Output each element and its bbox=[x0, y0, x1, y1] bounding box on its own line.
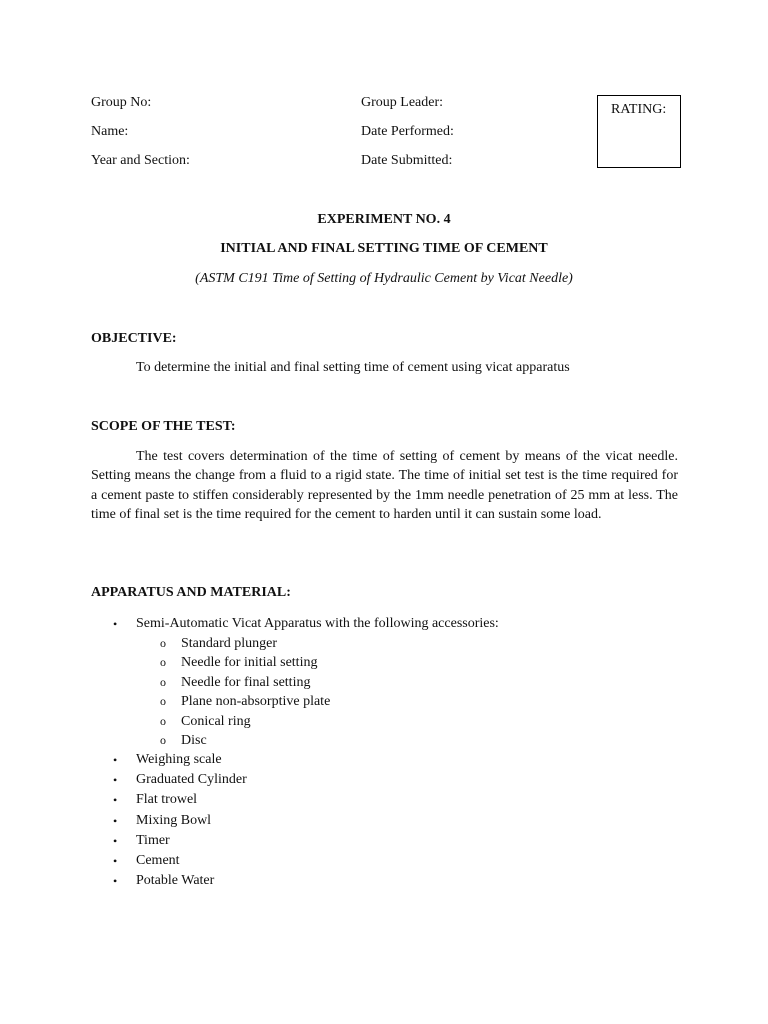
bullet-icon: • bbox=[113, 617, 118, 631]
list-item bbox=[113, 790, 247, 810]
bullet-icon: • bbox=[113, 874, 118, 889]
objective-heading: OBJECTIVE: bbox=[91, 331, 177, 346]
bullet-icon: • bbox=[113, 853, 118, 868]
list-item bbox=[113, 851, 247, 871]
sublist-item-label: Standard plunger bbox=[181, 636, 278, 651]
circle-bullet-icon: o bbox=[160, 636, 166, 650]
bullet-icon: • bbox=[113, 833, 118, 848]
apparatus-heading: APPARATUS AND MATERIAL: bbox=[91, 585, 291, 600]
sublist-item bbox=[160, 653, 330, 672]
bullet-icon: • bbox=[113, 773, 118, 788]
rating-box bbox=[597, 95, 681, 168]
apparatus-list bbox=[113, 750, 247, 891]
circle-bullet-icon: o bbox=[160, 655, 166, 670]
name-label: Name: bbox=[91, 124, 129, 139]
sublist-item bbox=[160, 634, 330, 653]
group-leader-label: Group Leader: bbox=[361, 95, 444, 110]
circle-bullet-icon: o bbox=[160, 674, 166, 689]
bullet-icon: • bbox=[113, 813, 118, 828]
list-item-label: Mixing Bowl bbox=[136, 812, 212, 828]
experiment-number: EXPERIMENT NO. 4 bbox=[317, 212, 451, 227]
sublist-item bbox=[160, 692, 331, 711]
list-item-label: Graduated Cylinder bbox=[136, 772, 247, 788]
accessories-sublist bbox=[160, 634, 331, 750]
list-item bbox=[113, 614, 499, 634]
page-title: INITIAL AND FINAL SETTING TIME OF CEMENT bbox=[220, 241, 548, 256]
circle-bullet-icon: o bbox=[160, 694, 166, 709]
list-item-label: Timer bbox=[136, 832, 170, 848]
list-item-label: Semi-Automatic Vicat Apparatus with the following accessories: bbox=[136, 616, 499, 631]
scope-heading: SCOPE OF THE TEST: bbox=[91, 419, 236, 434]
sublist-item-label: Needle for initial setting bbox=[181, 655, 318, 671]
year-section-label: Year and Section: bbox=[91, 153, 190, 168]
sublist-item bbox=[160, 673, 330, 692]
list-item bbox=[113, 770, 247, 790]
sublist-item-label: Plane non-absorptive plate bbox=[181, 694, 331, 710]
group-no-label: Group No: bbox=[91, 95, 152, 110]
circle-bullet-icon: o bbox=[160, 732, 166, 747]
list-item-label: Potable Water bbox=[136, 873, 215, 889]
sublist-item bbox=[160, 712, 330, 731]
rating-label: RATING: bbox=[611, 102, 667, 117]
sublist-item-label: Disc bbox=[181, 732, 207, 748]
list-item bbox=[113, 831, 247, 851]
list-item bbox=[113, 871, 247, 891]
bullet-icon: • bbox=[113, 793, 118, 808]
sublist-item bbox=[160, 731, 330, 750]
scope-paragraph: The test covers determination of the time of setting of cement by means of the vicat needle. Setting means the change from a fluid to a rigid state. The time of initial set test is the time required for a cement paste to stiffen considerably represented by the 1mm needle penetration of 25 mm at less. The time of final set is the time required for the cement to harden until it can sustain some load. bbox=[91, 449, 678, 523]
list-item bbox=[113, 811, 247, 831]
list-item-label: Cement bbox=[136, 852, 180, 868]
circle-bullet-icon: o bbox=[160, 713, 166, 728]
sublist-item-label: Needle for final setting bbox=[181, 674, 311, 690]
date-submitted-label: Date Submitted: bbox=[361, 153, 453, 168]
list-item-label: Weighing scale bbox=[136, 752, 222, 767]
page-subtitle: (ASTM C191 Time of Setting of Hydraulic Cement by Vicat Needle) bbox=[195, 271, 573, 286]
list-item bbox=[113, 750, 247, 770]
list-item-label: Flat trowel bbox=[136, 792, 198, 808]
sublist-item-label: Conical ring bbox=[181, 713, 251, 729]
bullet-icon: • bbox=[113, 753, 118, 767]
date-performed-label: Date Performed: bbox=[361, 124, 454, 139]
apparatus-list-top bbox=[113, 614, 499, 634]
objective-text: To determine the initial and final setting time of cement using vicat apparatus bbox=[136, 360, 570, 375]
